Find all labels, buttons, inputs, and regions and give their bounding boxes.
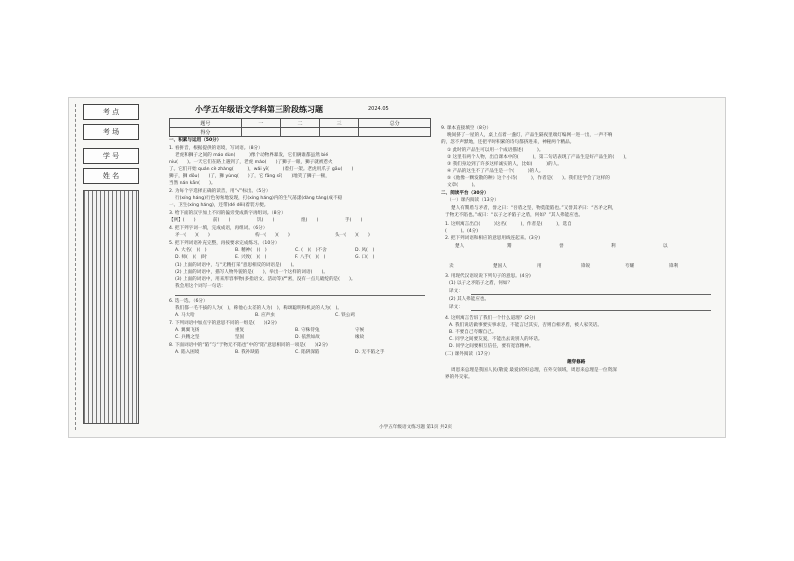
page-title: 小学五年级语文学科第三阶段练习题 <box>195 105 323 114</box>
question-9: 9. 课本直接填空（8分） <box>441 126 492 131</box>
exam-site-box: 考 点 <box>83 104 139 120</box>
section-2a-heading: （一）课内阅读（13分） <box>447 198 499 203</box>
q3-row: 【例】( ) 前( ) 饥( ) 煌( ) 手( ) <box>169 218 363 223</box>
passage-line: 楚人有鬻盾与矛者，誉之曰：“吾盾之坚，物莫能陷也。”又誉其矛曰：“吾矛之利， <box>451 206 617 211</box>
exam-date: 2024.05 <box>368 106 389 112</box>
exam-room-box: 考 场 <box>83 124 139 140</box>
score-header-cell: 二 <box>280 119 319 128</box>
q9-line: 的，忽不声默地，还把平时积累的诗句都挤进来，神秘两个精品。 <box>441 140 575 145</box>
reading-q3-a: (1) 以子之矛陷子之盾，何如？ <box>449 281 513 286</box>
reading-q1-tail: ( )。(4分) <box>445 229 479 234</box>
answer-line[interactable] <box>175 291 425 296</box>
name-box: 姓 名 <box>83 168 139 184</box>
question-8: 8. 下面词语中的“陷”与“于物无不陷也”中的“陷”意思相同的一项是( )(2分) <box>169 343 328 348</box>
q5-sub: (1) 上面的词语中，与“无精打采”意思相反的词语是( )。 <box>175 263 297 268</box>
score-cell[interactable] <box>320 128 359 137</box>
reading-q3-b: (2) 其人弗能应也。 <box>449 297 490 302</box>
answer-line[interactable] <box>471 294 711 295</box>
q1-line: niu( )。一天它们在路上遇到了，老虎 máo( )了狮子一眼，狮子就被惹火 <box>169 160 333 165</box>
q9-line: ⑤《他像一颗发散的种》这个小诗( )，作者是( )。我们还学会了这样的 <box>447 176 610 181</box>
q9-line: ④ 产品的这生不了产品生是一个( )的人。 <box>447 169 544 174</box>
q9-line: ③ 我们身边到了许多这样诚实的人，比如( )的人。 <box>447 162 562 167</box>
q9-line: ② 这里有两个人物，出自课本中的( )，第二句话表现了产品生是好产品生的( )， <box>447 155 630 160</box>
q4-row: 矛一( )( ) 构一( )( ) 头一( )( ) <box>175 233 370 238</box>
score-header-cell: 三 <box>320 119 359 128</box>
question-3: 3. 给下面的汉字加上不同的偏旁变成新字再组词。（8分） <box>169 211 286 216</box>
translation-label: 译文： <box>449 289 463 294</box>
q1-line: 老虎和狮子之间的 máo dùn( )像个动物界暴发，它们俩谁都虽然 bié <box>175 153 329 158</box>
reading-q4: 4. 这则寓言告诉了我们一个什么道理？(2分) <box>445 316 536 321</box>
passage-line: 于物无不陷也。”或曰：“以子之矛陷子之盾，何如？”其人弗能应也。 <box>445 213 584 218</box>
option: C. 同学之间要友爱，不能出去说别人的坏话。 <box>449 337 543 342</box>
question-7: 7. 下列词语中加点字的意思不同的一组是( )(2分) <box>169 321 277 326</box>
q2-line: 一、卫生(xíng háng)，还带(dé děi)着装方便。 <box>169 203 269 208</box>
q5-row: D. 师( )( )时 E. 兴致( )( ) F. 八手( )( ) G. 口( ) <box>175 255 375 260</box>
option: A. 我们说话做事要实事求是，不能言过其实，否则自相矛盾，被人家笑话。 <box>449 323 602 328</box>
binding-line <box>75 104 80 430</box>
q6-line: 我们都一毛不拔的人为( )，称他心太差的人为( )，称颂聪明和机灵的人为( )。 <box>175 306 342 311</box>
page-footer: 小学五年级语文练习题 第1页 共2页 <box>379 425 453 430</box>
reading-q1: 1. 这则寓言出自( )这名( )，作者是( )，选自 <box>445 222 572 227</box>
section-1-heading: 一、积累与运用（50分） <box>169 138 222 143</box>
answer-line[interactable] <box>471 310 711 311</box>
section-2-heading: 二、阅读平台（30分） <box>441 191 489 196</box>
story-line: 周恩来总理是我国人民(敬爱 最爱)的好总理，在外交领域，周恩来总理是一位资深 <box>451 368 617 373</box>
binding-strip <box>69 98 157 437</box>
translation-label: 译文： <box>449 305 463 310</box>
question-5: 5. 把下列词语补充完整，再按要求完成练习。（10分） <box>169 241 280 246</box>
score-table <box>169 118 431 137</box>
match-top-row: 楚人 鬻 誉 利 以 <box>455 244 668 249</box>
score-cell[interactable] <box>359 128 431 137</box>
question-2: 2. 为每个字选择正确的读音，用“√”标出。（5分） <box>169 189 271 194</box>
score-header-cell: 题号 <box>170 119 242 128</box>
score-cell[interactable] <box>241 128 280 137</box>
reading-q2: 2. 把下列词语和相应的意思用线连起来。(3分) <box>445 236 541 241</box>
q2-line: 行(xíng háng)行色匆匆地发现，打(xíng háng)内的生气荡漾(dàng táng)成不稳 <box>175 196 343 201</box>
q7-row: A. 翼翼飞扬 重复 B. 守株待兔 守候 <box>175 328 365 333</box>
q9-line: 晚间挤了一屋的人，桌上点着一盏灯，产品生隔夜里端灯编网一进一出，一声不响 <box>447 133 613 138</box>
score-row-label: 得分 <box>170 128 242 137</box>
match-bottom-row: 卖 楚国人 用 锋锐 夸耀 锋利 <box>449 264 679 269</box>
q9-line: ① 此时的产品生可以用一个成语描述( )。 <box>447 148 544 153</box>
q5-sub: (3) 上面的词语中，用来形容事物(多指语文、活动等)严密，没有一点儿破绽的是( )。 <box>175 277 356 282</box>
q1-line: 了。它们开始 quán cè zhàng( )，wǎi yī( )着打一架。老虎用爪子 gāu( ) <box>169 167 354 172</box>
option: B. 不要自己夸耀自己。 <box>449 330 497 335</box>
student-id-box: 学 号 <box>83 148 139 164</box>
option: D. 同学之间要相互信任，要有宽容精神。 <box>449 344 534 349</box>
q5-row: A. 大名( )( ) B. 精神( )( ) C. ( )( )不舍 D. 风( ) <box>175 248 375 253</box>
q9-line: 文章( )。 <box>447 183 479 188</box>
section-2b-heading: (二) 课外阅读（17分） <box>445 352 493 357</box>
reading-q3: 3. 用现代汉语说说下列句子的意思。(4分) <box>445 274 531 279</box>
q7-row: C. 兵精之坚 坚固 D. 依然如故 缘故 <box>175 335 365 340</box>
question-4: 4. 把下列字词一填，完成成语，再组词。（6分） <box>169 226 268 231</box>
q6-options: A. 马大哈 B. 应声虫 C. 铁公鸡 <box>175 313 355 318</box>
q5-sub: (2) 上面的词语中，描写人物外貌的是( )，举出一个这样的词语( )。 <box>175 270 328 275</box>
q5-sub: 我会用这个词写一句话： <box>175 284 226 289</box>
q1-line: 当然 nán kān( )。 <box>169 181 216 186</box>
story-line: 界的外交家。 <box>445 375 473 380</box>
q1-line: 狮子，狮 dōu( )了，狮 yùnq( )了，它 fāng sī( )地笑了狮子一顿， <box>169 174 330 179</box>
score-cell[interactable] <box>280 128 319 137</box>
question-6: 6. 选一选。（6分） <box>169 299 208 304</box>
story-title: 趣穿修路 <box>567 360 586 365</box>
score-header-cell: 总分 <box>359 119 431 128</box>
q8-options: A. 陷入困境 B. 我补缺陷 C. 陷阱深陷 D. 无不陷之手 <box>175 350 385 355</box>
seal-hatch <box>83 190 139 424</box>
score-header-cell: 一 <box>241 119 280 128</box>
question-1: 1. 看拼音，根据提供的语境，写词语。（8分） <box>169 146 263 151</box>
exam-sheet <box>68 97 726 438</box>
